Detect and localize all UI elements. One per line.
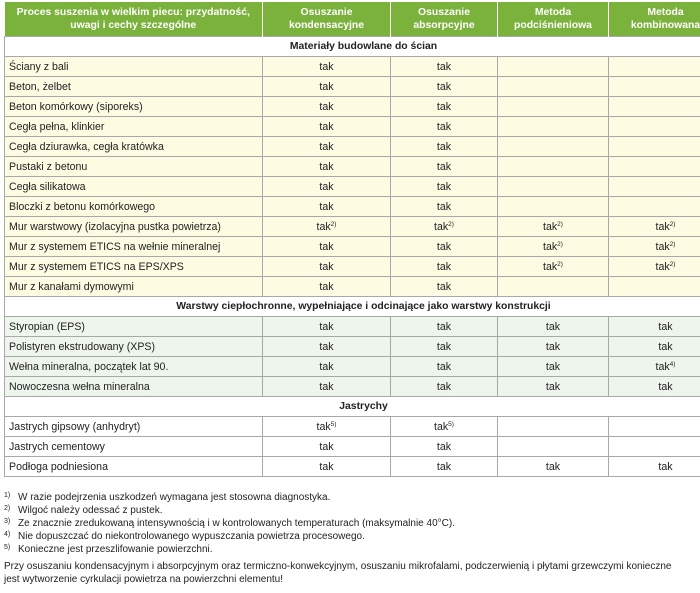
table-cell bbox=[609, 357, 700, 377]
table-cell bbox=[391, 357, 498, 377]
header-absorption: Osuszanie absorpcyjne bbox=[391, 2, 498, 37]
table-cell bbox=[263, 417, 391, 437]
table-cell bbox=[609, 237, 700, 257]
row-label: Mur warstwowy (izolacyjna pustka powietrza) bbox=[5, 217, 263, 237]
table-cell bbox=[609, 217, 700, 237]
cell-value: tak bbox=[437, 121, 451, 133]
drying-methods-table bbox=[4, 2, 700, 477]
table-row bbox=[5, 457, 700, 477]
table-cell bbox=[609, 117, 700, 137]
table-cell bbox=[498, 417, 609, 437]
table-cell bbox=[391, 77, 498, 97]
cell-value: tak bbox=[658, 461, 672, 473]
row-label: Cegła silikatowa bbox=[5, 177, 263, 197]
table-cell bbox=[263, 77, 391, 97]
header-row bbox=[5, 2, 700, 37]
section-title: Jastrychy bbox=[5, 397, 700, 417]
footnote-ref: 2) bbox=[557, 261, 563, 268]
section-title: Warstwy ciepłochronne, wypełniające i odcinające jako warstwy konstrukcji bbox=[5, 297, 700, 317]
table-row bbox=[5, 417, 700, 437]
table-row bbox=[5, 237, 700, 257]
row-label: Cegła pełna, klinkier bbox=[5, 117, 263, 137]
table-cell bbox=[609, 57, 700, 77]
cell-value: tak bbox=[319, 381, 333, 393]
cell-value: tak bbox=[546, 461, 560, 473]
table-cell bbox=[391, 117, 498, 137]
cell-value: tak bbox=[437, 181, 451, 193]
cell-value: tak bbox=[546, 321, 560, 333]
cell-value: tak bbox=[437, 81, 451, 93]
header-condensation: Osuszanie kondensacyjne bbox=[263, 2, 391, 37]
cell-value: tak bbox=[543, 241, 557, 253]
cell-value: tak bbox=[437, 201, 451, 213]
header-vacuum: Metoda podciśnieniowa bbox=[498, 2, 609, 37]
table-cell bbox=[498, 437, 609, 457]
table-cell bbox=[263, 197, 391, 217]
table-cell bbox=[263, 257, 391, 277]
table-cell bbox=[263, 97, 391, 117]
cell-value: tak bbox=[656, 241, 670, 253]
cell-value: tak bbox=[437, 141, 451, 153]
table-cell bbox=[498, 97, 609, 117]
table-row bbox=[5, 277, 700, 297]
cell-value: tak bbox=[317, 221, 331, 233]
footnote-number: 1) bbox=[4, 489, 18, 502]
table-cell bbox=[391, 277, 498, 297]
table-cell bbox=[609, 317, 700, 337]
footnote-ref: 2) bbox=[670, 261, 676, 268]
cell-value: tak bbox=[437, 381, 451, 393]
table-cell bbox=[498, 177, 609, 197]
footnote-ref: 5) bbox=[331, 421, 337, 428]
header-process: Proces suszenia w wielkim piecu: przydatność, uwagi i cechy szczególne bbox=[5, 2, 263, 37]
cell-value: tak bbox=[319, 61, 333, 73]
table-cell bbox=[263, 157, 391, 177]
cell-value: tak bbox=[319, 161, 333, 173]
footnote bbox=[4, 517, 700, 530]
table-row bbox=[5, 157, 700, 177]
table-cell bbox=[391, 197, 498, 217]
table-cell bbox=[498, 257, 609, 277]
row-label: Bloczki z betonu komórkowego bbox=[5, 197, 263, 217]
cell-value: tak bbox=[319, 181, 333, 193]
cell-value: tak bbox=[437, 461, 451, 473]
cell-value: tak bbox=[437, 161, 451, 173]
cell-value: tak bbox=[319, 241, 333, 253]
table-cell bbox=[263, 137, 391, 157]
cell-value: tak bbox=[658, 341, 672, 353]
cell-value: tak bbox=[437, 441, 451, 453]
row-label: Beton, żelbet bbox=[5, 77, 263, 97]
row-label: Styropian (EPS) bbox=[5, 317, 263, 337]
table-cell bbox=[498, 217, 609, 237]
row-label: Wełna mineralna, początek lat 90. bbox=[5, 357, 263, 377]
table-cell bbox=[498, 117, 609, 137]
table-row bbox=[5, 97, 700, 117]
footnote bbox=[4, 504, 700, 517]
row-label: Mur z kanałami dymowymi bbox=[5, 277, 263, 297]
cell-value: tak bbox=[319, 341, 333, 353]
table-cell bbox=[498, 337, 609, 357]
cell-value: tak bbox=[434, 221, 448, 233]
row-label: Mur z systemem ETICS na wełnie mineralnej bbox=[5, 237, 263, 257]
table-cell bbox=[263, 317, 391, 337]
table-cell bbox=[263, 237, 391, 257]
table-cell bbox=[609, 177, 700, 197]
section-header-row bbox=[5, 297, 700, 317]
row-label: Cegła dziurawka, cegła kratówka bbox=[5, 137, 263, 157]
table-cell bbox=[498, 237, 609, 257]
table-row bbox=[5, 197, 700, 217]
section-header-row bbox=[5, 397, 700, 417]
cell-value: tak bbox=[319, 101, 333, 113]
cell-value: tak bbox=[319, 281, 333, 293]
table-cell bbox=[391, 457, 498, 477]
table-cell bbox=[609, 197, 700, 217]
cell-value: tak bbox=[437, 321, 451, 333]
footnote bbox=[4, 530, 700, 543]
table-cell bbox=[391, 57, 498, 77]
cell-value: tak bbox=[546, 361, 560, 373]
table-cell bbox=[609, 337, 700, 357]
table-cell bbox=[609, 377, 700, 397]
footnote-text: Nie dopuszczać do niekontrolowanego wypuszczania powietrza procesowego. bbox=[18, 530, 365, 543]
table-cell bbox=[263, 57, 391, 77]
row-label: Mur z systemem ETICS na EPS/XPS bbox=[5, 257, 263, 277]
footnote-text: Ze znacznie zredukowaną intensywnością i w kontrolowanych temperaturach (maksymalnie 40°C). bbox=[18, 517, 455, 530]
cell-value: tak bbox=[319, 261, 333, 273]
row-label: Podłoga podniesiona bbox=[5, 457, 263, 477]
table-row bbox=[5, 177, 700, 197]
row-label: Polistyren ekstrudowany (XPS) bbox=[5, 337, 263, 357]
cell-value: tak bbox=[434, 421, 448, 433]
cell-value: tak bbox=[437, 281, 451, 293]
table-row bbox=[5, 437, 700, 457]
cell-value: tak bbox=[656, 261, 670, 273]
cell-value: tak bbox=[319, 361, 333, 373]
table-cell bbox=[391, 437, 498, 457]
cell-value: tak bbox=[437, 341, 451, 353]
table-cell bbox=[263, 117, 391, 137]
table-cell bbox=[391, 237, 498, 257]
table-row bbox=[5, 257, 700, 277]
table-cell bbox=[609, 257, 700, 277]
cell-value: tak bbox=[319, 441, 333, 453]
row-label: Jastrych cementowy bbox=[5, 437, 263, 457]
cell-value: tak bbox=[319, 81, 333, 93]
table-cell bbox=[498, 277, 609, 297]
cell-value: tak bbox=[319, 141, 333, 153]
table-cell bbox=[609, 417, 700, 437]
table-cell bbox=[609, 437, 700, 457]
footnote-number: 5) bbox=[4, 541, 18, 554]
table-cell bbox=[498, 57, 609, 77]
cell-value: tak bbox=[437, 361, 451, 373]
table-cell bbox=[498, 357, 609, 377]
table-cell bbox=[391, 417, 498, 437]
table-cell bbox=[609, 137, 700, 157]
cell-value: tak bbox=[437, 61, 451, 73]
section-header-row bbox=[5, 37, 700, 57]
table-cell bbox=[498, 317, 609, 337]
footnotes bbox=[4, 491, 700, 556]
footnote-number: 3) bbox=[4, 515, 18, 528]
footnote-ref: 2) bbox=[331, 221, 337, 228]
table-cell bbox=[498, 77, 609, 97]
footnote-ref: 5) bbox=[448, 421, 454, 428]
table-row bbox=[5, 137, 700, 157]
cell-value: tak bbox=[319, 121, 333, 133]
table-row bbox=[5, 317, 700, 337]
footnote-ref: 4) bbox=[670, 361, 676, 368]
table-cell bbox=[498, 157, 609, 177]
cell-value: tak bbox=[317, 421, 331, 433]
table-row bbox=[5, 337, 700, 357]
footnote-ref: 2) bbox=[670, 241, 676, 248]
table-cell bbox=[391, 337, 498, 357]
table-cell bbox=[263, 377, 391, 397]
row-label: Pustaki z betonu bbox=[5, 157, 263, 177]
table-cell bbox=[609, 157, 700, 177]
cell-value: tak bbox=[319, 201, 333, 213]
table-cell bbox=[498, 197, 609, 217]
table-cell bbox=[498, 137, 609, 157]
row-label: Nowoczesna wełna mineralna bbox=[5, 377, 263, 397]
table-cell bbox=[263, 337, 391, 357]
table-cell bbox=[498, 457, 609, 477]
footnote-ref: 2) bbox=[557, 221, 563, 228]
table-cell bbox=[391, 157, 498, 177]
table-cell bbox=[391, 177, 498, 197]
footnote-text: W razie podejrzenia uszkodzeń wymagana jest stosowna diagnostyka. bbox=[18, 491, 330, 504]
footnote-text: Wilgoć należy odessać z pustek. bbox=[18, 504, 163, 517]
cell-value: tak bbox=[437, 241, 451, 253]
table-cell bbox=[263, 177, 391, 197]
footnote-ref: 2) bbox=[448, 221, 454, 228]
footnote-ref: 2) bbox=[557, 241, 563, 248]
footnote-number: 4) bbox=[4, 528, 18, 541]
table-cell bbox=[609, 97, 700, 117]
table-body bbox=[5, 37, 700, 477]
row-label: Beton komórkowy (siporeks) bbox=[5, 97, 263, 117]
header-combined: Metoda kombinowana bbox=[609, 2, 700, 37]
table-cell bbox=[391, 97, 498, 117]
table-row bbox=[5, 217, 700, 237]
footnote-ref: 2) bbox=[670, 221, 676, 228]
cell-value: tak bbox=[543, 261, 557, 273]
table-cell bbox=[263, 457, 391, 477]
table-row bbox=[5, 357, 700, 377]
section-title: Materiały budowlane do ścian bbox=[5, 37, 700, 57]
cell-value: tak bbox=[546, 381, 560, 393]
table-cell bbox=[391, 317, 498, 337]
cell-value: tak bbox=[437, 101, 451, 113]
cell-value: tak bbox=[319, 461, 333, 473]
table-cell bbox=[263, 357, 391, 377]
table-row bbox=[5, 377, 700, 397]
row-label: Ściany z bali bbox=[5, 57, 263, 77]
footnote bbox=[4, 543, 700, 556]
row-label: Jastrych gipsowy (anhydryt) bbox=[5, 417, 263, 437]
cell-value: tak bbox=[656, 221, 670, 233]
cell-value: tak bbox=[658, 321, 672, 333]
cell-value: tak bbox=[658, 381, 672, 393]
footnote bbox=[4, 491, 700, 504]
table-row bbox=[5, 117, 700, 137]
table-cell bbox=[391, 377, 498, 397]
table-row bbox=[5, 57, 700, 77]
table-cell bbox=[263, 217, 391, 237]
table-cell bbox=[609, 277, 700, 297]
table-cell bbox=[391, 257, 498, 277]
cell-value: tak bbox=[546, 341, 560, 353]
table-cell bbox=[609, 77, 700, 97]
note: Przy osuszaniu kondensacyjnym i absorpcyjnym oraz termiczno-konwekcyjnym, osuszaniu mikrofalami, podczerwienią i płytami grzewczymi konieczne jest wytworzenie cyrkulacji powietrza na powierzchni elementu! bbox=[4, 560, 684, 586]
footnote-number: 2) bbox=[4, 502, 18, 515]
table-cell bbox=[263, 277, 391, 297]
table-cell bbox=[498, 377, 609, 397]
table-cell bbox=[263, 437, 391, 457]
footnote-text: Konieczne jest przeszlifowanie powierzchni. bbox=[18, 543, 213, 556]
table-cell bbox=[391, 217, 498, 237]
cell-value: tak bbox=[319, 321, 333, 333]
cell-value: tak bbox=[437, 261, 451, 273]
table-cell bbox=[609, 457, 700, 477]
cell-value: tak bbox=[656, 361, 670, 373]
table-row bbox=[5, 77, 700, 97]
cell-value: tak bbox=[543, 221, 557, 233]
table-cell bbox=[391, 137, 498, 157]
